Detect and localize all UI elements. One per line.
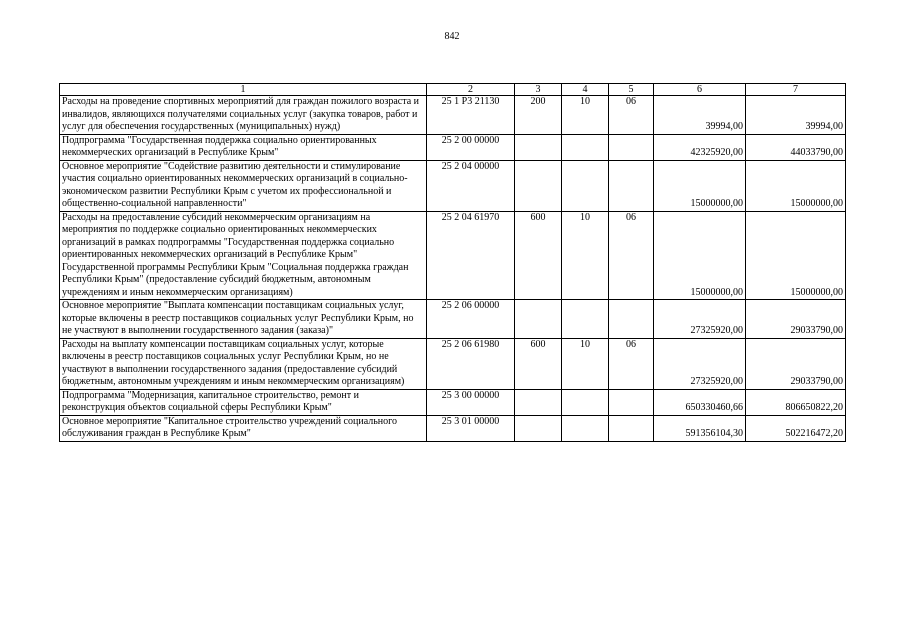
header-row xyxy=(60,84,846,96)
table-row xyxy=(60,160,846,211)
row-name: Расходы на выплату компенсации поставщикам социальных услуг, которые включены в реестр поставщиков социальных услуг Республики Крым, но не участвуют в выполнении государственного задания (предоставление субсидий бюджетным, автономным учреждениям и иным некоммерческим организациям) xyxy=(60,338,427,389)
row-rz: 10 xyxy=(562,96,609,135)
row-sum-1: 42325920,00 xyxy=(654,134,746,160)
row-rz xyxy=(562,134,609,160)
row-pr xyxy=(609,389,654,415)
table-row xyxy=(60,96,846,135)
page-number: 842 xyxy=(444,31,460,42)
row-rz: 10 xyxy=(562,211,609,300)
row-vr xyxy=(515,389,562,415)
row-vr xyxy=(515,415,562,441)
row-pr: 06 xyxy=(609,96,654,135)
row-vr xyxy=(515,134,562,160)
row-csr: 25 2 00 00000 xyxy=(427,134,515,160)
row-sum-1: 15000000,00 xyxy=(654,211,746,300)
row-pr: 06 xyxy=(609,211,654,300)
col-header: 5 xyxy=(609,84,654,96)
row-sum-2: 29033790,00 xyxy=(746,300,846,339)
table-row xyxy=(60,338,846,389)
row-vr: 600 xyxy=(515,338,562,389)
col-header: 4 xyxy=(562,84,609,96)
row-csr: 25 2 06 61980 xyxy=(427,338,515,389)
row-rz xyxy=(562,160,609,211)
row-name: Основное мероприятие "Капитальное строительство учреждений социального обслуживания граждан в Республике Крым" xyxy=(60,415,427,441)
row-name: Расходы на предоставление субсидий некоммерческим организациям на мероприятия по поддержке социально ориентированных некоммерческих организаций в рамках подпрограммы "Государственная поддержка социально ориентированных некоммерческих организаций в Республике Крым" Государственной программы Республики Крым "Социальная поддержка граждан Республики Крым" (предоставление субсидий бюджетным, автономным учреждениям и иным некоммерческим организациям) xyxy=(60,211,427,300)
row-name: Расходы на проведение спортивных мероприятий для граждан пожилого возраста и инвалидов, являющихся получателями социальных услуг (закупка товаров, работ и услуг для обеспечения государственных (муниципальных) нужд) xyxy=(60,96,427,135)
row-sum-2: 806650822,20 xyxy=(746,389,846,415)
row-sum-2: 15000000,00 xyxy=(746,160,846,211)
row-vr: 200 xyxy=(515,96,562,135)
row-pr xyxy=(609,160,654,211)
row-sum-2: 44033790,00 xyxy=(746,134,846,160)
row-csr: 25 2 06 00000 xyxy=(427,300,515,339)
row-pr xyxy=(609,300,654,339)
row-sum-1: 650330460,66 xyxy=(654,389,746,415)
row-pr xyxy=(609,415,654,441)
row-name: Подпрограмма "Государственная поддержка социально ориентированных некоммерческих организаций в Республике Крым" xyxy=(60,134,427,160)
row-sum-2: 502216472,20 xyxy=(746,415,846,441)
row-csr: 25 1 P3 21130 xyxy=(427,96,515,135)
row-name: Основное мероприятие "Выплата компенсации поставщикам социальных услуг, которые включены в реестр поставщиков социальных услуг Республики Крым, но не участвуют в выполнении государственного задания (заказа)" xyxy=(60,300,427,339)
table-row xyxy=(60,134,846,160)
row-sum-1: 39994,00 xyxy=(654,96,746,135)
row-name: Подпрограмма "Модернизация, капитальное строительство, ремонт и реконструкция объектов социальной сферы Республики Крым" xyxy=(60,389,427,415)
row-rz xyxy=(562,415,609,441)
col-header: 2 xyxy=(427,84,515,96)
row-vr xyxy=(515,300,562,339)
table-row xyxy=(60,415,846,441)
row-sum-1: 27325920,00 xyxy=(654,338,746,389)
row-csr: 25 2 04 00000 xyxy=(427,160,515,211)
row-vr: 600 xyxy=(515,211,562,300)
table-row xyxy=(60,389,846,415)
row-sum-1: 15000000,00 xyxy=(654,160,746,211)
row-sum-2: 15000000,00 xyxy=(746,211,846,300)
row-rz xyxy=(562,300,609,339)
row-sum-1: 591356104,30 xyxy=(654,415,746,441)
row-sum-2: 29033790,00 xyxy=(746,338,846,389)
row-sum-1: 27325920,00 xyxy=(654,300,746,339)
col-header: 1 xyxy=(60,84,427,96)
col-header: 7 xyxy=(746,84,846,96)
row-csr: 25 2 04 61970 xyxy=(427,211,515,300)
row-rz xyxy=(562,389,609,415)
row-vr xyxy=(515,160,562,211)
budget-table xyxy=(59,83,846,442)
col-header: 3 xyxy=(515,84,562,96)
row-csr: 25 3 01 00000 xyxy=(427,415,515,441)
row-csr: 25 3 00 00000 xyxy=(427,389,515,415)
table-row xyxy=(60,300,846,339)
row-pr xyxy=(609,134,654,160)
row-name: Основное мероприятие "Содействие развитию деятельности и стимулирование участия социально ориентированных некоммерческих организаций в социально-экономическом развитии Республики Крым с учетом их профессиональной и общественно-социальной направленности" xyxy=(60,160,427,211)
col-header: 6 xyxy=(654,84,746,96)
row-rz: 10 xyxy=(562,338,609,389)
row-pr: 06 xyxy=(609,338,654,389)
row-sum-2: 39994,00 xyxy=(746,96,846,135)
table-row xyxy=(60,211,846,300)
